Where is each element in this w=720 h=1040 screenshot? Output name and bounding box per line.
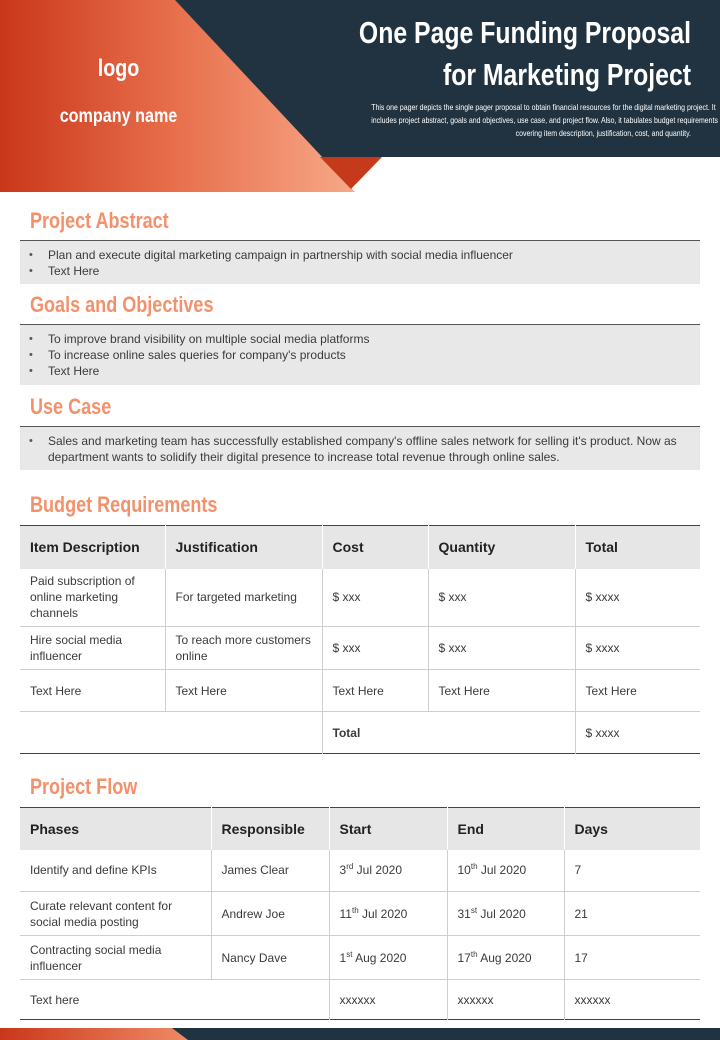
budget-heading: Budget Requirements xyxy=(30,492,218,517)
page-title xyxy=(271,12,691,96)
subtitle-line-1: This one pager depicts the single pager proposal to obtain financial resources for the digital marketing project. It xyxy=(371,102,716,112)
table-row xyxy=(20,850,700,892)
start-cell: 1st Aug 2020 xyxy=(329,936,447,980)
days-cell: 7 xyxy=(564,850,700,892)
use-case-item: • Sales and marketing team has successfully established company's offline sales network for selling it's product. Now as department wants to solidify their digital presence to increase total revenue through online sales. xyxy=(48,433,688,465)
table-cell: To reach more customers online xyxy=(165,627,322,670)
column-header: Cost xyxy=(322,526,428,569)
column-header: Justification xyxy=(165,526,322,569)
phase-cell: Text here xyxy=(20,980,329,1020)
column-header: End xyxy=(447,808,564,850)
table-cell-empty xyxy=(20,712,322,754)
table-row xyxy=(20,980,700,1020)
column-header: Days xyxy=(564,808,700,850)
column-header: Start xyxy=(329,808,447,850)
table-row xyxy=(20,670,700,712)
column-header: Phases xyxy=(20,808,211,850)
use-case-heading: Use Case xyxy=(30,394,112,419)
table-cell: $ xxxx xyxy=(575,627,700,670)
project-flow-heading: Project Flow xyxy=(30,774,138,799)
start-cell: xxxxxx xyxy=(329,980,447,1020)
table-cell: Text Here xyxy=(165,670,322,712)
table-cell: $ xxx xyxy=(428,627,575,670)
project-abstract-heading: Project Abstract xyxy=(30,208,169,233)
column-header: Item Description xyxy=(20,526,165,569)
table-cell: $ xxx xyxy=(322,627,428,670)
table-row xyxy=(20,569,700,627)
table-cell: Text Here xyxy=(428,670,575,712)
responsible-cell: James Clear xyxy=(211,850,329,892)
abstract-item: • Plan and execute digital marketing campaign in partnership with social media influencer xyxy=(48,247,688,263)
budget-total-row xyxy=(20,712,700,754)
phase-cell: Contracting social media influencer xyxy=(20,936,211,980)
end-cell: 10th Jul 2020 xyxy=(447,850,564,892)
budget-table xyxy=(20,525,700,754)
start-cell: 3rd Jul 2020 xyxy=(329,850,447,892)
table-cell: Hire social media influencer xyxy=(20,627,165,670)
title-line-1: One Page Funding Proposal xyxy=(358,15,691,50)
abstract-box xyxy=(20,241,700,284)
logo-placeholder: logo xyxy=(97,55,140,82)
table-cell: $ xxx xyxy=(428,569,575,627)
project-flow-table xyxy=(20,807,700,1020)
footer-orange-band xyxy=(0,1028,188,1040)
total-label: Total xyxy=(322,712,575,754)
responsible-cell: Nancy Dave xyxy=(211,936,329,980)
column-header: Total xyxy=(575,526,700,569)
use-case-box xyxy=(20,427,700,470)
days-cell: 17 xyxy=(564,936,700,980)
goals-item: • To increase online sales queries for company's products xyxy=(48,347,688,363)
end-cell: 31st Jul 2020 xyxy=(447,892,564,936)
table-row xyxy=(20,936,700,980)
table-header-row xyxy=(20,808,700,850)
table-cell: $ xxxx xyxy=(575,569,700,627)
subtitle-line-3: covering item description, justification, cost, and quantity. xyxy=(515,128,691,138)
phase-cell: Curate relevant content for social media posting xyxy=(20,892,211,936)
goals-box xyxy=(20,325,700,385)
table-cell: Text Here xyxy=(322,670,428,712)
table-cell: Text Here xyxy=(20,670,165,712)
days-cell: xxxxxx xyxy=(574,992,611,1007)
page-subtitle xyxy=(301,101,718,140)
table-cell: Text Here xyxy=(575,670,700,712)
abstract-item: • Text Here xyxy=(48,263,688,279)
column-header: Responsible xyxy=(211,808,329,850)
table-cell: $ xxx xyxy=(322,569,428,627)
responsible-cell: Andrew Joe xyxy=(211,892,329,936)
end-cell: 17th Aug 2020 xyxy=(447,936,564,980)
end-cell: xxxxxx xyxy=(447,980,564,1020)
subtitle-line-2: includes project abstract, goals and objectives, use case, and project flow. Also, it tabulates budget requirements xyxy=(371,115,718,125)
start-cell: 11th Jul 2020 xyxy=(329,892,447,936)
goals-item: • Text Here xyxy=(48,363,688,379)
total-value: $ xxxx xyxy=(585,725,620,740)
column-header: Quantity xyxy=(428,526,575,569)
table-header-row xyxy=(20,526,700,569)
table-cell: For targeted marketing xyxy=(165,569,322,627)
days-cell: 21 xyxy=(564,892,700,936)
table-cell: Paid subscription of online marketing channels xyxy=(20,569,165,627)
company-name: company name xyxy=(59,106,178,127)
goals-heading: Goals and Objectives xyxy=(30,292,214,317)
table-row xyxy=(20,892,700,936)
table-row xyxy=(20,627,700,670)
phase-cell: Identify and define KPIs xyxy=(20,850,211,892)
goals-item: • To improve brand visibility on multiple social media platforms xyxy=(48,331,688,347)
title-line-2: for Marketing Project xyxy=(442,57,691,92)
